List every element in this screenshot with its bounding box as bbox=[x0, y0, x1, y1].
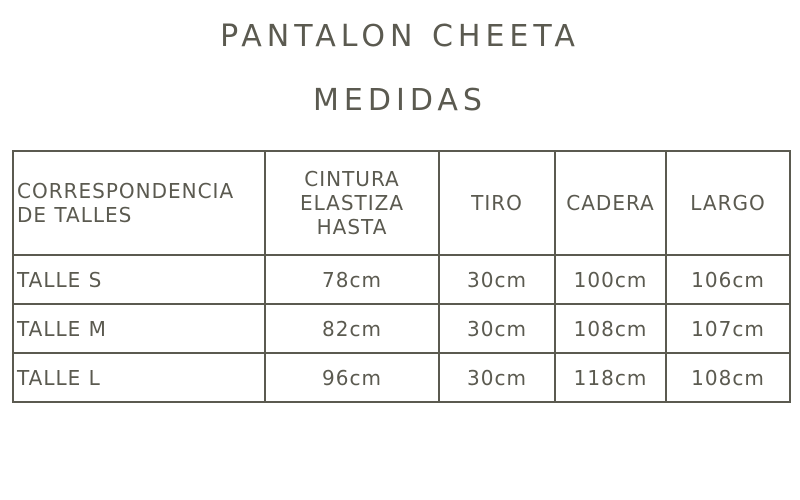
header-correspondencia-line-2: DE TALLES bbox=[17, 203, 133, 227]
cell-talle: TALLE M bbox=[13, 304, 265, 353]
cell-largo: 107cm bbox=[666, 304, 790, 353]
cell-largo: 108cm bbox=[666, 353, 790, 402]
cell-talle: TALLE S bbox=[13, 255, 265, 304]
cell-tiro: 30cm bbox=[439, 304, 555, 353]
header-cintura-line-2: ELASTIZA bbox=[299, 191, 405, 215]
table-row bbox=[13, 304, 790, 353]
header-correspondencia-line-1: CORRESPONDENCIA bbox=[17, 179, 235, 203]
header-cintura bbox=[265, 151, 439, 255]
cell-cintura: 96cm bbox=[265, 353, 439, 402]
page-subtitle: MEDIDAS bbox=[313, 83, 487, 118]
cell-largo: 106cm bbox=[666, 255, 790, 304]
cell-cadera: 100cm bbox=[555, 255, 666, 304]
cell-cadera: 118cm bbox=[555, 353, 666, 402]
header-cadera: CADERA bbox=[555, 151, 666, 255]
header-tiro: TIRO bbox=[439, 151, 555, 255]
table-header-row bbox=[13, 151, 790, 255]
header-largo: LARGO bbox=[666, 151, 790, 255]
table-row bbox=[13, 353, 790, 402]
header-cintura-line-3: HASTA bbox=[316, 215, 388, 239]
cell-cintura: 78cm bbox=[265, 255, 439, 304]
header-correspondencia bbox=[13, 151, 265, 255]
header-cintura-line-1: CINTURA bbox=[304, 167, 400, 191]
page-title: PANTALON CHEETA bbox=[220, 19, 580, 54]
cell-tiro: 30cm bbox=[439, 255, 555, 304]
cell-cadera: 108cm bbox=[555, 304, 666, 353]
table-row bbox=[13, 255, 790, 304]
cell-tiro: 30cm bbox=[439, 353, 555, 402]
cell-talle: TALLE L bbox=[13, 353, 265, 402]
cell-cintura: 82cm bbox=[265, 304, 439, 353]
size-chart-table bbox=[12, 150, 791, 403]
